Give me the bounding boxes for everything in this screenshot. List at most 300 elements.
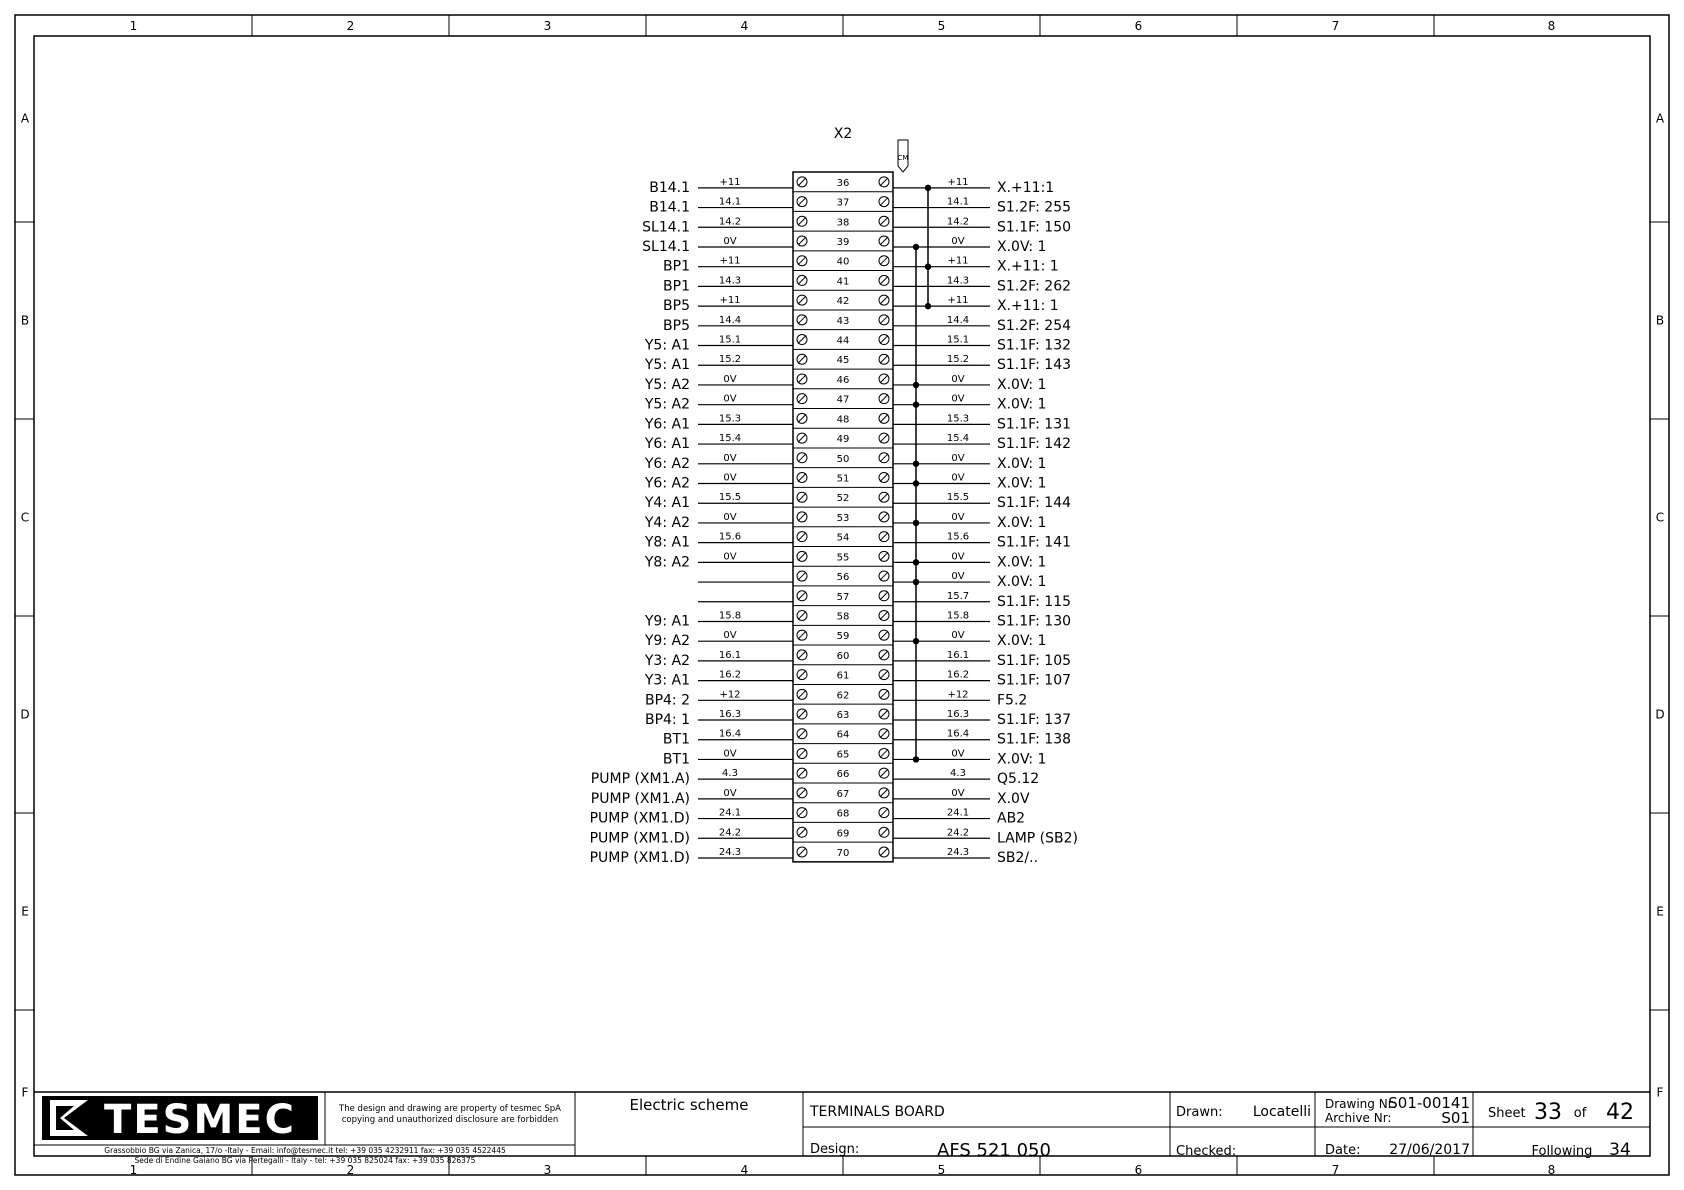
- left-device-label: Y5: A2: [644, 396, 690, 413]
- right-destination-label: S1.1F: 137: [997, 712, 1072, 729]
- left-device-label: BP4: 1: [644, 712, 690, 729]
- screw-slot: [880, 355, 888, 363]
- right-wire-label: 4.3: [950, 768, 966, 780]
- right-destination-label: X.0V: 1: [997, 554, 1047, 571]
- screw-slot: [880, 336, 888, 344]
- left-wire-label: 14.2: [718, 216, 742, 228]
- left-device-label: Y9: A1: [644, 613, 690, 630]
- address-line1: Grassobbio BG via Zanica, 17/o -Italy - Email: info@tesmec.it tel: +39 035 4232911 fax: +39 035 4522445: [104, 1146, 506, 1155]
- right-wire-label: 15.4: [946, 433, 970, 445]
- right-destination-label: X.0V: 1: [997, 475, 1047, 492]
- grid-column-label: 4: [740, 19, 749, 33]
- left-wire-label: +11: [719, 255, 741, 267]
- screw-slot: [880, 375, 888, 383]
- terminal-row: [644, 625, 1047, 649]
- screw-slot: [880, 474, 888, 482]
- screw-slot: [798, 533, 806, 541]
- terminal-number: 60: [836, 650, 850, 662]
- grid-row-label: A: [20, 111, 30, 126]
- left-device-label: Y4: A1: [644, 495, 690, 512]
- left-device-label: Y5: A1: [644, 357, 690, 374]
- left-wire-label: 16.1: [718, 649, 742, 661]
- screw-slot: [880, 631, 888, 639]
- terminal-number: 42: [836, 296, 850, 308]
- screw-slot: [798, 769, 806, 777]
- right-wire-label: 14.3: [946, 275, 970, 287]
- terminal-number: 52: [836, 493, 850, 505]
- logo-text: TESMEC: [104, 1097, 296, 1143]
- screw-slot: [880, 257, 888, 265]
- address-line2: Sede di Endine Gaiano BG via Pertegalli - Italy - tel: +39 035 825024 fax: +39 035 826375: [134, 1156, 476, 1165]
- grid-row-label: A: [1655, 111, 1665, 126]
- right-destination-label: S1.1F: 105: [997, 652, 1072, 669]
- left-device-label: Y5: A2: [644, 376, 690, 393]
- left-device-label: BP1: [663, 278, 690, 295]
- screw-slot: [798, 690, 806, 698]
- right-wire-label: +11: [947, 176, 969, 188]
- left-wire-label: 15.3: [718, 413, 742, 425]
- grid-row-label: D: [20, 707, 30, 722]
- left-wire-label: 0V: [723, 511, 737, 523]
- terminal-number: 59: [836, 631, 850, 643]
- right-wire-label: 0V: [951, 630, 965, 642]
- right-wire-label: 0V: [951, 787, 965, 799]
- grid-column-label: 8: [1547, 19, 1556, 33]
- right-destination-label: S1.2F: 262: [997, 278, 1072, 295]
- terminal-number: 47: [836, 394, 850, 406]
- screw-slot: [798, 454, 806, 462]
- screw-slot: [798, 237, 806, 245]
- grid-column-label: 3: [543, 1163, 552, 1177]
- left-device-label: PUMP (XM1.D): [589, 849, 690, 866]
- grid-column-label: 7: [1331, 1163, 1340, 1177]
- screw-slot: [880, 552, 888, 560]
- left-device-label: Y8: A2: [644, 554, 690, 571]
- screw-slot: [880, 749, 888, 757]
- screw-slot: [798, 671, 806, 679]
- design-label: Design:: [810, 1142, 860, 1157]
- screw-slot: [880, 395, 888, 403]
- screw-slot: [880, 533, 888, 541]
- left-wire-label: 0V: [723, 551, 737, 563]
- screw-slot: [880, 414, 888, 422]
- left-wire-label: 0V: [723, 787, 737, 799]
- screw-slot: [880, 296, 888, 304]
- right-destination-label: S1.1F: 142: [997, 436, 1072, 453]
- right-destination-label: X.0V: 1: [997, 455, 1047, 472]
- left-device-label: Y6: A1: [644, 416, 690, 433]
- screw-slot: [798, 828, 806, 836]
- right-wire-label: +12: [947, 689, 969, 701]
- left-wire-label: 14.1: [718, 196, 742, 208]
- following-label: Following: [1531, 1144, 1593, 1159]
- screw-slot: [880, 769, 888, 777]
- right-destination-label: S1.1F: 130: [997, 613, 1072, 630]
- sheet-value: 33: [1534, 1100, 1562, 1125]
- screw-slot: [798, 631, 806, 639]
- screw-slot: [798, 395, 806, 403]
- screw-slot: [880, 237, 888, 245]
- screw-slot: [880, 572, 888, 580]
- grid-row-label: F: [1656, 1085, 1664, 1100]
- right-destination-label: S1.1F: 143: [997, 357, 1072, 374]
- screw-slot: [798, 178, 806, 186]
- right-destination-label: S1.1F: 150: [997, 219, 1072, 236]
- right-destination-label: S1.1F: 141: [997, 534, 1072, 551]
- left-device-label: Y6: A2: [644, 455, 690, 472]
- grid-column-label: 5: [937, 1163, 946, 1177]
- grid-column-label: 6: [1134, 19, 1143, 33]
- left-wire-label: 24.2: [718, 827, 742, 839]
- right-wire-label: 16.3: [946, 709, 970, 721]
- screw-slot: [798, 493, 806, 501]
- left-wire-label: 0V: [723, 452, 737, 464]
- grid-row-label: E: [21, 904, 29, 919]
- terminal-row: [644, 546, 1047, 570]
- right-wire-label: 15.5: [946, 492, 970, 504]
- screw-slot: [798, 434, 806, 442]
- terminal-number: 54: [836, 532, 850, 544]
- grid-row-label: C: [20, 510, 30, 525]
- terminal-number: 43: [836, 315, 850, 327]
- left-device-label: Y6: A2: [644, 475, 690, 492]
- right-wire-label: 15.3: [946, 413, 970, 425]
- right-wire-label: 15.2: [946, 354, 970, 366]
- screw-slot: [798, 749, 806, 757]
- junction-dot: [925, 303, 931, 309]
- disclaimer-line2: copying and unauthorized disclosure are forbidden: [341, 1115, 559, 1125]
- date-label: Date:: [1325, 1143, 1361, 1158]
- terminal-row: [644, 468, 1047, 492]
- left-device-label: B14.1: [649, 179, 690, 196]
- left-device-label: BT1: [662, 751, 690, 768]
- screw-slot: [880, 493, 888, 501]
- right-destination-label: Q5.12: [997, 771, 1040, 788]
- left-wire-label: 0V: [723, 235, 737, 247]
- terminal-number: 48: [836, 414, 850, 426]
- right-wire-label: 14.4: [946, 314, 970, 326]
- terminal-number: 57: [836, 591, 850, 603]
- terminal-number: 68: [836, 808, 850, 820]
- screw-slot: [798, 651, 806, 659]
- left-wire-label: 0V: [723, 373, 737, 385]
- grid-row-label: B: [20, 313, 30, 328]
- right-wire-label: 0V: [951, 511, 965, 523]
- grid-column-label: 3: [543, 19, 552, 33]
- right-destination-label: X.0V: 1: [997, 633, 1047, 650]
- left-wire-label: 0V: [723, 472, 737, 484]
- right-wire-label: 14.2: [946, 216, 970, 228]
- right-destination-label: X.+11:1: [997, 179, 1055, 196]
- terminal-row: [698, 566, 1046, 590]
- left-device-label: PUMP (XM1.D): [589, 810, 690, 827]
- right-destination-label: X.+11: 1: [997, 298, 1059, 315]
- terminal-number: 38: [836, 217, 850, 229]
- junction-dot: [913, 520, 919, 526]
- left-device-label: BP5: [663, 317, 690, 334]
- junction-dot: [913, 401, 919, 407]
- screw-slot: [798, 572, 806, 580]
- right-destination-label: S1.2F: 254: [997, 317, 1072, 334]
- screw-slot: [798, 414, 806, 422]
- right-destination-label: X.0V: 1: [997, 396, 1047, 413]
- right-wire-label: 16.2: [946, 669, 970, 681]
- terminal-row: [644, 389, 1047, 413]
- left-wire-label: 15.6: [718, 531, 742, 543]
- disclaimer-line1: The design and drawing are property of tesmec SpA: [339, 1104, 561, 1114]
- strip-label: X2: [833, 126, 853, 142]
- right-wire-label: 0V: [951, 373, 965, 385]
- junction-dot: [913, 559, 919, 565]
- junction-dot: [913, 461, 919, 467]
- right-destination-label: X.+11: 1: [997, 258, 1059, 275]
- screw-slot: [880, 651, 888, 659]
- screw-slot: [880, 828, 888, 836]
- left-wire-label: +11: [719, 295, 741, 307]
- terminal-row: [649, 177, 1054, 196]
- drawing-nr-value: S01-00141: [1388, 1094, 1470, 1112]
- screw-slot: [798, 513, 806, 521]
- left-device-label: Y4: A2: [644, 514, 690, 531]
- right-destination-label: X.0V: 1: [997, 238, 1047, 255]
- strip-marker-icon-text: CM: [897, 154, 909, 162]
- left-wire-label: 24.1: [718, 807, 742, 819]
- screw-slot: [880, 454, 888, 462]
- grid-column-label: 7: [1331, 19, 1340, 33]
- left-wire-label: 0V: [723, 630, 737, 642]
- design-value: AFS 521 050: [937, 1140, 1051, 1161]
- grid-column-label: 2: [346, 1163, 355, 1177]
- right-destination-label: S1.1F: 132: [997, 337, 1072, 354]
- right-destination-label: S1.1F: 131: [997, 416, 1072, 433]
- right-wire-label: 15.6: [946, 531, 970, 543]
- right-destination-label: LAMP (SB2): [997, 830, 1078, 847]
- screw-slot: [798, 276, 806, 284]
- left-device-label: Y3: A2: [644, 652, 690, 669]
- terminal-number: 62: [836, 690, 850, 702]
- left-wire-label: +11: [719, 176, 741, 188]
- archive-nr-label: Archive Nr:: [1325, 1111, 1392, 1125]
- screw-slot: [880, 178, 888, 186]
- right-destination-label: F5.2: [997, 692, 1028, 709]
- left-device-label: SL14.1: [642, 238, 690, 255]
- terminal-number: 41: [836, 276, 850, 288]
- left-device-label: BP4: 2: [644, 692, 690, 709]
- left-device-label: B14.1: [649, 199, 690, 216]
- right-destination-label: S1.1F: 138: [997, 731, 1072, 748]
- screw-slot: [880, 198, 888, 206]
- grid-row-label: E: [1656, 904, 1664, 919]
- terminal-number: 49: [836, 434, 850, 446]
- terminal-row: [644, 369, 1047, 393]
- left-device-label: Y9: A2: [644, 633, 690, 650]
- terminal-number: 40: [836, 256, 850, 268]
- screw-slot: [880, 316, 888, 324]
- right-wire-label: 0V: [951, 452, 965, 464]
- terminal-row: [644, 507, 1047, 531]
- screw-slot: [798, 296, 806, 304]
- terminal-number: 50: [836, 453, 850, 465]
- right-wire-label: +11: [947, 295, 969, 307]
- terminal-row: [644, 448, 1047, 472]
- screw-slot: [798, 809, 806, 817]
- junction-dot: [913, 756, 919, 762]
- grid-column-label: 8: [1547, 1163, 1556, 1177]
- right-wire-label: 0V: [951, 472, 965, 484]
- left-wire-label: 15.8: [718, 610, 742, 622]
- drawing-title: TERMINALS BOARD: [810, 1104, 945, 1120]
- right-destination-label: X.0V: [997, 790, 1030, 807]
- drawing-nr-label: Drawing Nr:: [1325, 1097, 1397, 1111]
- left-device-label: SL14.1: [642, 219, 690, 236]
- left-device-label: PUMP (XM1.A): [590, 771, 690, 788]
- terminal-number: 58: [836, 611, 850, 623]
- terminal-number: 55: [836, 552, 850, 564]
- terminal-number: 46: [836, 374, 850, 386]
- screw-slot: [798, 355, 806, 363]
- left-device-label: PUMP (XM1.D): [589, 830, 690, 847]
- screw-slot: [798, 198, 806, 206]
- left-wire-label: 14.3: [718, 275, 742, 287]
- screw-slot: [798, 552, 806, 560]
- terminal-row: [663, 744, 1047, 768]
- left-wire-label: 15.5: [718, 492, 742, 504]
- of-value: 42: [1606, 1100, 1634, 1125]
- left-wire-label: 16.2: [718, 669, 742, 681]
- right-wire-label: 16.4: [946, 728, 970, 740]
- screw-slot: [880, 710, 888, 718]
- terminal-number: 39: [836, 236, 850, 248]
- right-wire-label: 0V: [951, 235, 965, 247]
- terminal-number: 69: [836, 828, 850, 840]
- grid-column-label: 1: [129, 19, 138, 33]
- grid-column-label: 5: [937, 19, 946, 33]
- screw-slot: [798, 474, 806, 482]
- terminal-number: 67: [836, 788, 850, 800]
- left-device-label: BP1: [663, 258, 690, 275]
- terminal-number: 36: [836, 177, 850, 189]
- left-wire-label: +12: [719, 689, 741, 701]
- right-wire-label: 15.1: [946, 334, 970, 346]
- right-destination-label: SB2/..: [997, 849, 1039, 866]
- right-wire-label: 0V: [951, 748, 965, 760]
- terminal-number: 56: [836, 572, 850, 584]
- left-wire-label: 15.1: [718, 334, 742, 346]
- left-wire-label: 4.3: [722, 768, 738, 780]
- screw-slot: [880, 671, 888, 679]
- drawn-label: Drawn:: [1176, 1105, 1223, 1120]
- right-destination-label: S1.2F: 255: [997, 199, 1072, 216]
- screw-slot: [798, 611, 806, 619]
- terminal-number: 45: [836, 355, 850, 367]
- right-destination-label: X.0V: 1: [997, 376, 1047, 393]
- date-value: 27/06/2017: [1389, 1142, 1470, 1158]
- left-wire-label: 24.3: [718, 846, 742, 858]
- left-wire-label: 15.2: [718, 354, 742, 366]
- right-wire-label: 24.2: [946, 827, 970, 839]
- screw-slot: [880, 434, 888, 442]
- junction-dot: [913, 480, 919, 486]
- left-device-label: Y3: A1: [644, 672, 690, 689]
- grid-row-label: C: [1655, 510, 1665, 525]
- screw-slot: [880, 730, 888, 738]
- left-wire-label: 16.4: [718, 728, 742, 740]
- terminal-row: [591, 763, 1039, 787]
- right-destination-label: X.0V: 1: [997, 574, 1047, 591]
- left-wire-label: 0V: [723, 393, 737, 405]
- left-device-label: Y8: A1: [644, 534, 690, 551]
- right-wire-label: 0V: [951, 551, 965, 563]
- terminal-number: 63: [836, 710, 850, 722]
- terminal-number: 66: [836, 769, 850, 781]
- right-wire-label: +11: [947, 255, 969, 267]
- screw-slot: [880, 690, 888, 698]
- screw-slot: [798, 316, 806, 324]
- terminal-number: 51: [836, 473, 850, 485]
- grid-column-label: 2: [346, 19, 355, 33]
- left-device-label: BP5: [663, 298, 690, 315]
- screw-slot: [798, 710, 806, 718]
- left-device-label: Y6: A1: [644, 436, 690, 453]
- terminal-number: 70: [836, 847, 850, 859]
- screw-slot: [798, 257, 806, 265]
- screw-slot: [880, 809, 888, 817]
- right-wire-label: 15.8: [946, 610, 970, 622]
- archive-nr-value: S01: [1441, 1109, 1470, 1127]
- screw-slot: [880, 592, 888, 600]
- junction-dot: [913, 382, 919, 388]
- grid-column-label: 1: [129, 1163, 138, 1177]
- left-device-label: PUMP (XM1.A): [590, 790, 690, 807]
- left-wire-label: 15.4: [718, 433, 742, 445]
- checked-label: Checked:: [1176, 1144, 1237, 1159]
- left-device-label: Y5: A1: [644, 337, 690, 354]
- sheet-label: Sheet: [1488, 1106, 1526, 1121]
- screw-slot: [798, 217, 806, 225]
- right-wire-label: 24.3: [946, 846, 970, 858]
- tesmec-logo: [42, 1096, 318, 1143]
- junction-dot: [913, 579, 919, 585]
- left-wire-label: 14.4: [718, 314, 742, 326]
- junction-dot: [925, 263, 931, 269]
- grid-row-label: F: [21, 1085, 29, 1100]
- screw-slot: [798, 789, 806, 797]
- terminal-row: [642, 231, 1046, 255]
- scheme-type: Electric scheme: [629, 1096, 749, 1114]
- grid-column-label: 4: [740, 1163, 749, 1177]
- terminal-number: 64: [836, 729, 850, 741]
- right-wire-label: 0V: [951, 571, 965, 583]
- terminal-number: 37: [836, 197, 850, 209]
- terminal-strip: [590, 126, 1078, 866]
- right-destination-label: X.0V: 1: [997, 751, 1047, 768]
- screw-slot: [880, 513, 888, 521]
- right-destination-label: S1.1F: 107: [997, 672, 1072, 689]
- right-wire-label: 15.7: [946, 590, 970, 602]
- title-block: [34, 1092, 1650, 1165]
- right-wire-label: 16.1: [946, 649, 970, 661]
- terminal-row: [645, 684, 1027, 708]
- terminal-number: 53: [836, 512, 850, 524]
- screw-slot: [798, 730, 806, 738]
- right-destination-label: S1.1F: 115: [997, 593, 1072, 610]
- junction-dot: [913, 638, 919, 644]
- right-destination-label: AB2: [997, 810, 1026, 827]
- screw-slot: [880, 611, 888, 619]
- right-wire-label: 24.1: [946, 807, 970, 819]
- right-wire-label: 0V: [951, 393, 965, 405]
- screw-slot: [880, 217, 888, 225]
